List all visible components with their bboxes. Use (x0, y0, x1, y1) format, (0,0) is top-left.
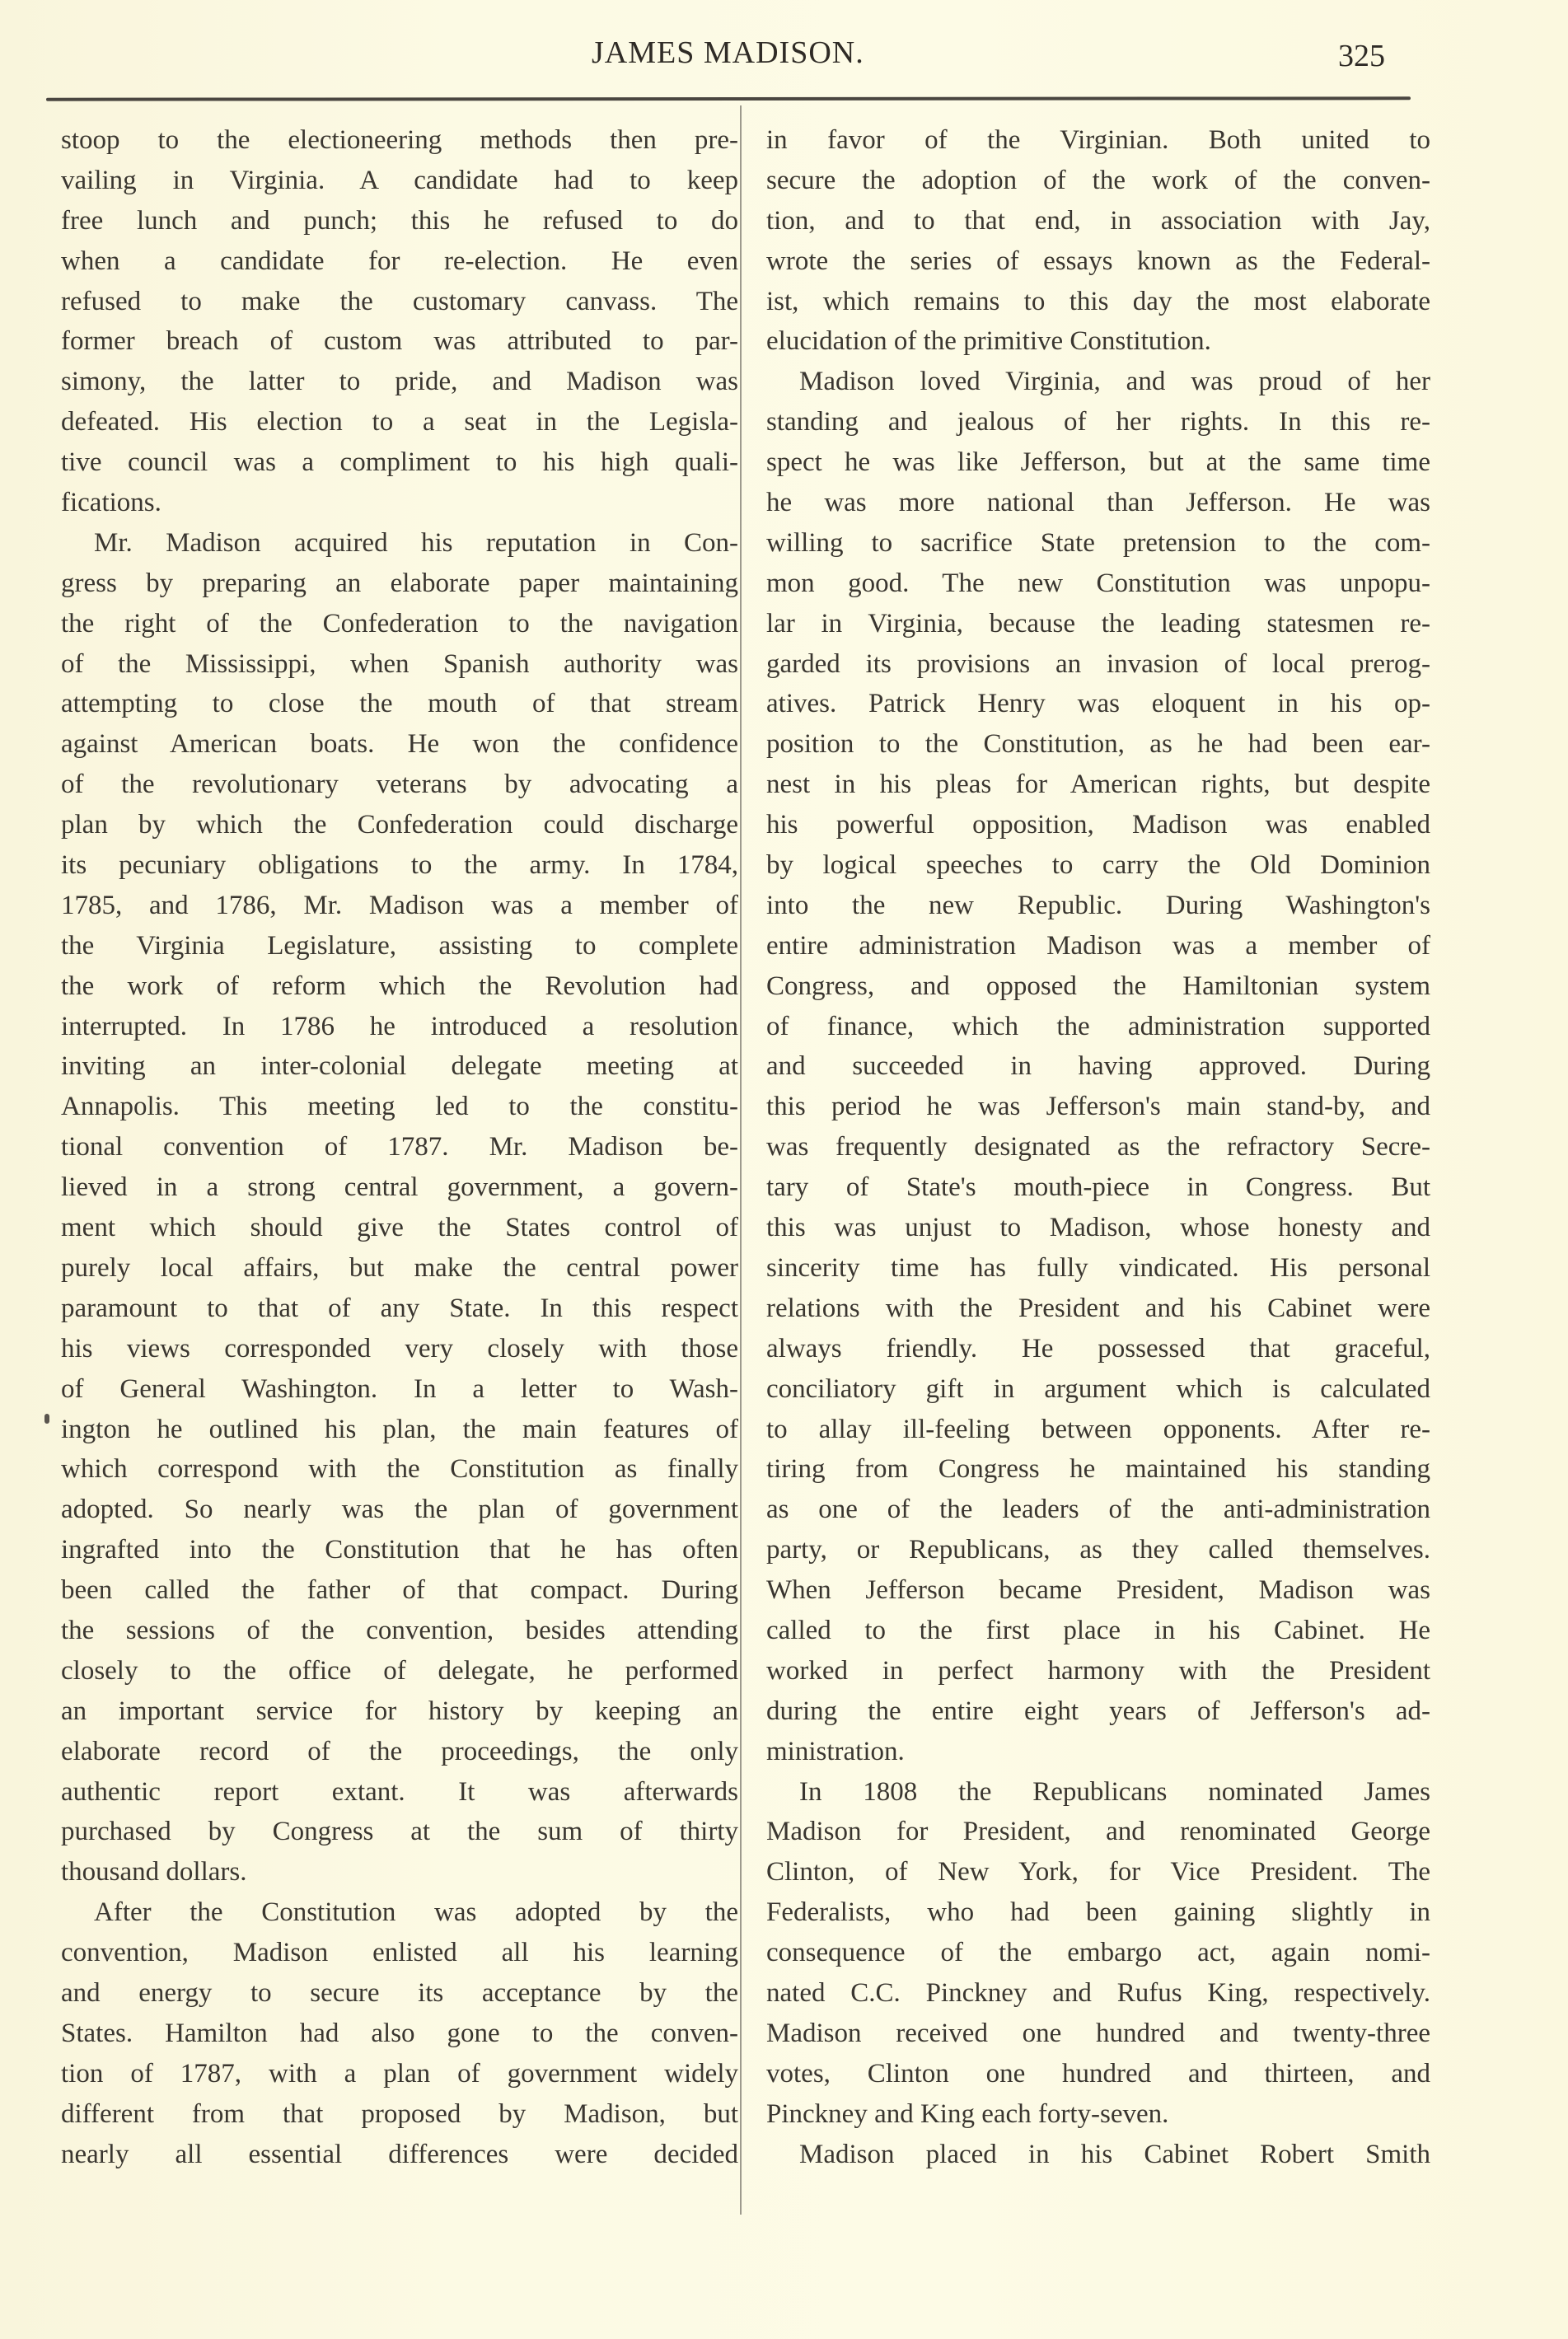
text-line: Federalists, who had been gaining slightly in (766, 1897, 1430, 1928)
text-line: tiring from Congress he maintained his standing (766, 1454, 1430, 1485)
text-line: Pinckney and King each forty-seven. (766, 2098, 1169, 2129)
text-line: of General Washington. In a letter to Wash- (61, 1373, 738, 1404)
text-line: this was unjust to Madison, whose honesty and (766, 1213, 1430, 1243)
text-line: purchased by Congress at the sum of thirty (61, 1817, 738, 1847)
text-line: conciliatory gift in argument which is calculated (766, 1373, 1430, 1404)
text-line: plan by which the Confederation could discharge (61, 810, 738, 840)
text-line: ministration. (766, 1736, 905, 1766)
text-line: of the Mississippi, when Spanish authority was (61, 648, 738, 679)
text-line: adopted. So nearly was the plan of government (61, 1495, 738, 1525)
text-line: into the new Republic. During Washington's (766, 890, 1430, 920)
text-line: in favor of the Virginian. Both united to (766, 125, 1430, 155)
text-line: authentic report extant. It was afterwards (61, 1776, 738, 1807)
text-line: attempting to close the mouth of that stream (61, 689, 738, 719)
text-line: lieved in a strong central government, a govern- (61, 1172, 738, 1203)
text-line: 1785, and 1786, Mr. Madison was a member of (61, 890, 738, 920)
text-line: In 1808 the Republicans nominated James (799, 1776, 1430, 1807)
text-line: ington he outlined his plan, the main features of (61, 1414, 738, 1444)
text-line: the sessions of the convention, besides attending (61, 1615, 738, 1645)
text-line: he was more national than Jefferson. He was (766, 488, 1430, 518)
text-line: ist, which remains to this day the most elaborate (766, 286, 1430, 316)
text-line: tive council was a compliment to his high quali- (61, 447, 738, 478)
text-line: After the Constitution was adopted by the (94, 1897, 738, 1928)
text-line: been called the father of that compact. During (61, 1575, 738, 1606)
text-line: free lunch and punch; this he refused to do (61, 205, 738, 236)
text-line: ingrafted into the Constitution that he has often (61, 1535, 738, 1565)
text-line: the right of the Confederation to the navigation (61, 608, 738, 639)
text-line: and energy to secure its acceptance by the (61, 1977, 738, 2008)
text-line: by logical speeches to carry the Old Dominion (766, 850, 1430, 881)
text-line: standing and jealous of her rights. In this re- (766, 407, 1430, 437)
text-line: refused to make the customary canvass. The (61, 286, 738, 316)
text-line: willing to sacrifice State pretension to the com- (766, 527, 1430, 558)
text-line: convention, Madison enlisted all his learning (61, 1938, 738, 1968)
text-line: former breach of custom was attributed to par- (61, 326, 738, 357)
text-line: purely local affairs, but make the central power (61, 1252, 738, 1283)
text-line: paramount to that of any State. In this respect (61, 1293, 738, 1323)
text-line: spect he was like Jefferson, but at the same time (766, 447, 1430, 478)
page-number: 325 (1338, 39, 1385, 73)
text-line: of finance, which the administration supported (766, 1011, 1430, 1041)
text-line: worked in perfect harmony with the President (766, 1655, 1430, 1686)
text-line: vailing in Virginia. A candidate had to keep (61, 165, 738, 195)
text-line: secure the adoption of the work of the conven- (766, 165, 1430, 195)
text-line: Annapolis. This meeting led to the constitu- (61, 1092, 738, 1122)
text-line: closely to the office of delegate, he performed (61, 1655, 738, 1686)
text-line: Madison loved Virginia, and was proud of her (799, 367, 1430, 397)
text-line: nest in his pleas for American rights, but despite (766, 770, 1430, 800)
text-line: inviting an inter-colonial delegate meeting at (61, 1051, 738, 1082)
text-line: defeated. His election to a seat in the Legisla- (61, 407, 738, 437)
text-line: entire administration Madison was a member of (766, 930, 1430, 961)
text-line: always friendly. He possessed that graceful, (766, 1333, 1430, 1364)
text-line: interrupted. In 1786 he introduced a resolution (61, 1011, 738, 1041)
text-line: the Virginia Legislature, assisting to complete (61, 930, 738, 961)
text-line: nated C.C. Pinckney and Rufus King, respectively. (766, 1977, 1430, 2008)
margin-mark (44, 1414, 49, 1424)
header-rule (46, 96, 1411, 101)
text-line: which correspond with the Constitution as finally (61, 1454, 738, 1485)
right-column (766, 120, 1430, 2174)
text-line: States. Hamilton had also gone to the conven- (61, 2018, 738, 2048)
text-line: Clinton, of New York, for Vice President. The (766, 1857, 1430, 1888)
text-line: elaborate record of the proceedings, the only (61, 1736, 738, 1766)
text-line: of the revolutionary veterans by advocating a (61, 770, 738, 800)
text-line: Madison received one hundred and twenty-three (766, 2018, 1430, 2048)
running-head (0, 35, 1568, 84)
text-line: atives. Patrick Henry was eloquent in his op- (766, 689, 1430, 719)
text-line: party, or Republicans, as they called themselves. (766, 1535, 1430, 1565)
text-line: When Jefferson became President, Madison was (766, 1575, 1430, 1606)
text-line: tary of State's mouth-piece in Congress. But (766, 1172, 1430, 1203)
text-line: tion, and to that end, in association with Jay, (766, 205, 1430, 236)
text-line: its pecuniary obligations to the army. In 1784, (61, 850, 738, 881)
text-line: different from that proposed by Madison, but (61, 2098, 738, 2129)
left-column (61, 120, 738, 2174)
text-line: ment which should give the States control of (61, 1213, 738, 1243)
text-line: his powerful opposition, Madison was enabled (766, 810, 1430, 840)
text-line: elucidation of the primitive Constitution. (766, 326, 1211, 357)
text-line: Mr. Madison acquired his reputation in Con- (94, 527, 738, 558)
running-title: JAMES MADISON. (592, 35, 864, 70)
text-line: tion of 1787, with a plan of government widely (61, 2058, 738, 2089)
text-line: thousand dollars. (61, 1857, 247, 1888)
text-line: stoop to the electioneering methods then pre- (61, 125, 738, 155)
text-line: mon good. The new Constitution was unpopu- (766, 568, 1430, 598)
text-line: Congress, and opposed the Hamiltonian system (766, 971, 1430, 1001)
text-line: lar in Virginia, because the leading statesmen re- (766, 608, 1430, 639)
column-divider (740, 105, 742, 2215)
text-line: tional convention of 1787. Mr. Madison be- (61, 1132, 738, 1162)
text-line: gress by preparing an elaborate paper maintaining (61, 568, 738, 598)
text-line: an important service for history by keeping an (61, 1696, 738, 1726)
text-line: position to the Constitution, as he had been ear- (766, 729, 1430, 760)
text-line: relations with the President and his Cabinet were (766, 1293, 1430, 1323)
text-line: called to the first place in his Cabinet. He (766, 1615, 1430, 1645)
text-line: his views corresponded very closely with those (61, 1333, 738, 1364)
text-line: to allay ill-feeling between opponents. After re- (766, 1414, 1430, 1444)
text-line: this period he was Jefferson's main stand-by, and (766, 1092, 1430, 1122)
text-line: votes, Clinton one hundred and thirteen, and (766, 2058, 1430, 2089)
text-line: against American boats. He won the confidence (61, 729, 738, 760)
text-line: Madison placed in his Cabinet Robert Smith (799, 2139, 1430, 2169)
text-line: as one of the leaders of the anti-administration (766, 1495, 1430, 1525)
text-line: when a candidate for re-election. He even (61, 246, 738, 276)
text-line: and succeeded in having approved. During (766, 1051, 1430, 1082)
text-line: was frequently designated as the refractory Secre- (766, 1132, 1430, 1162)
text-line: consequence of the embargo act, again nomi- (766, 1938, 1430, 1968)
text-line: the work of reform which the Revolution had (61, 971, 738, 1001)
text-line: nearly all essential differences were decided (61, 2139, 738, 2169)
text-line: sincerity time has fully vindicated. His personal (766, 1252, 1430, 1283)
text-line: during the entire eight years of Jefferson's ad- (766, 1696, 1430, 1726)
text-line: Madison for President, and renominated George (766, 1817, 1430, 1847)
text-line: fications. (61, 488, 161, 518)
text-line: simony, the latter to pride, and Madison was (61, 367, 738, 397)
text-line: garded its provisions an invasion of local prerog- (766, 648, 1430, 679)
text-line: wrote the series of essays known as the Federal- (766, 246, 1430, 276)
